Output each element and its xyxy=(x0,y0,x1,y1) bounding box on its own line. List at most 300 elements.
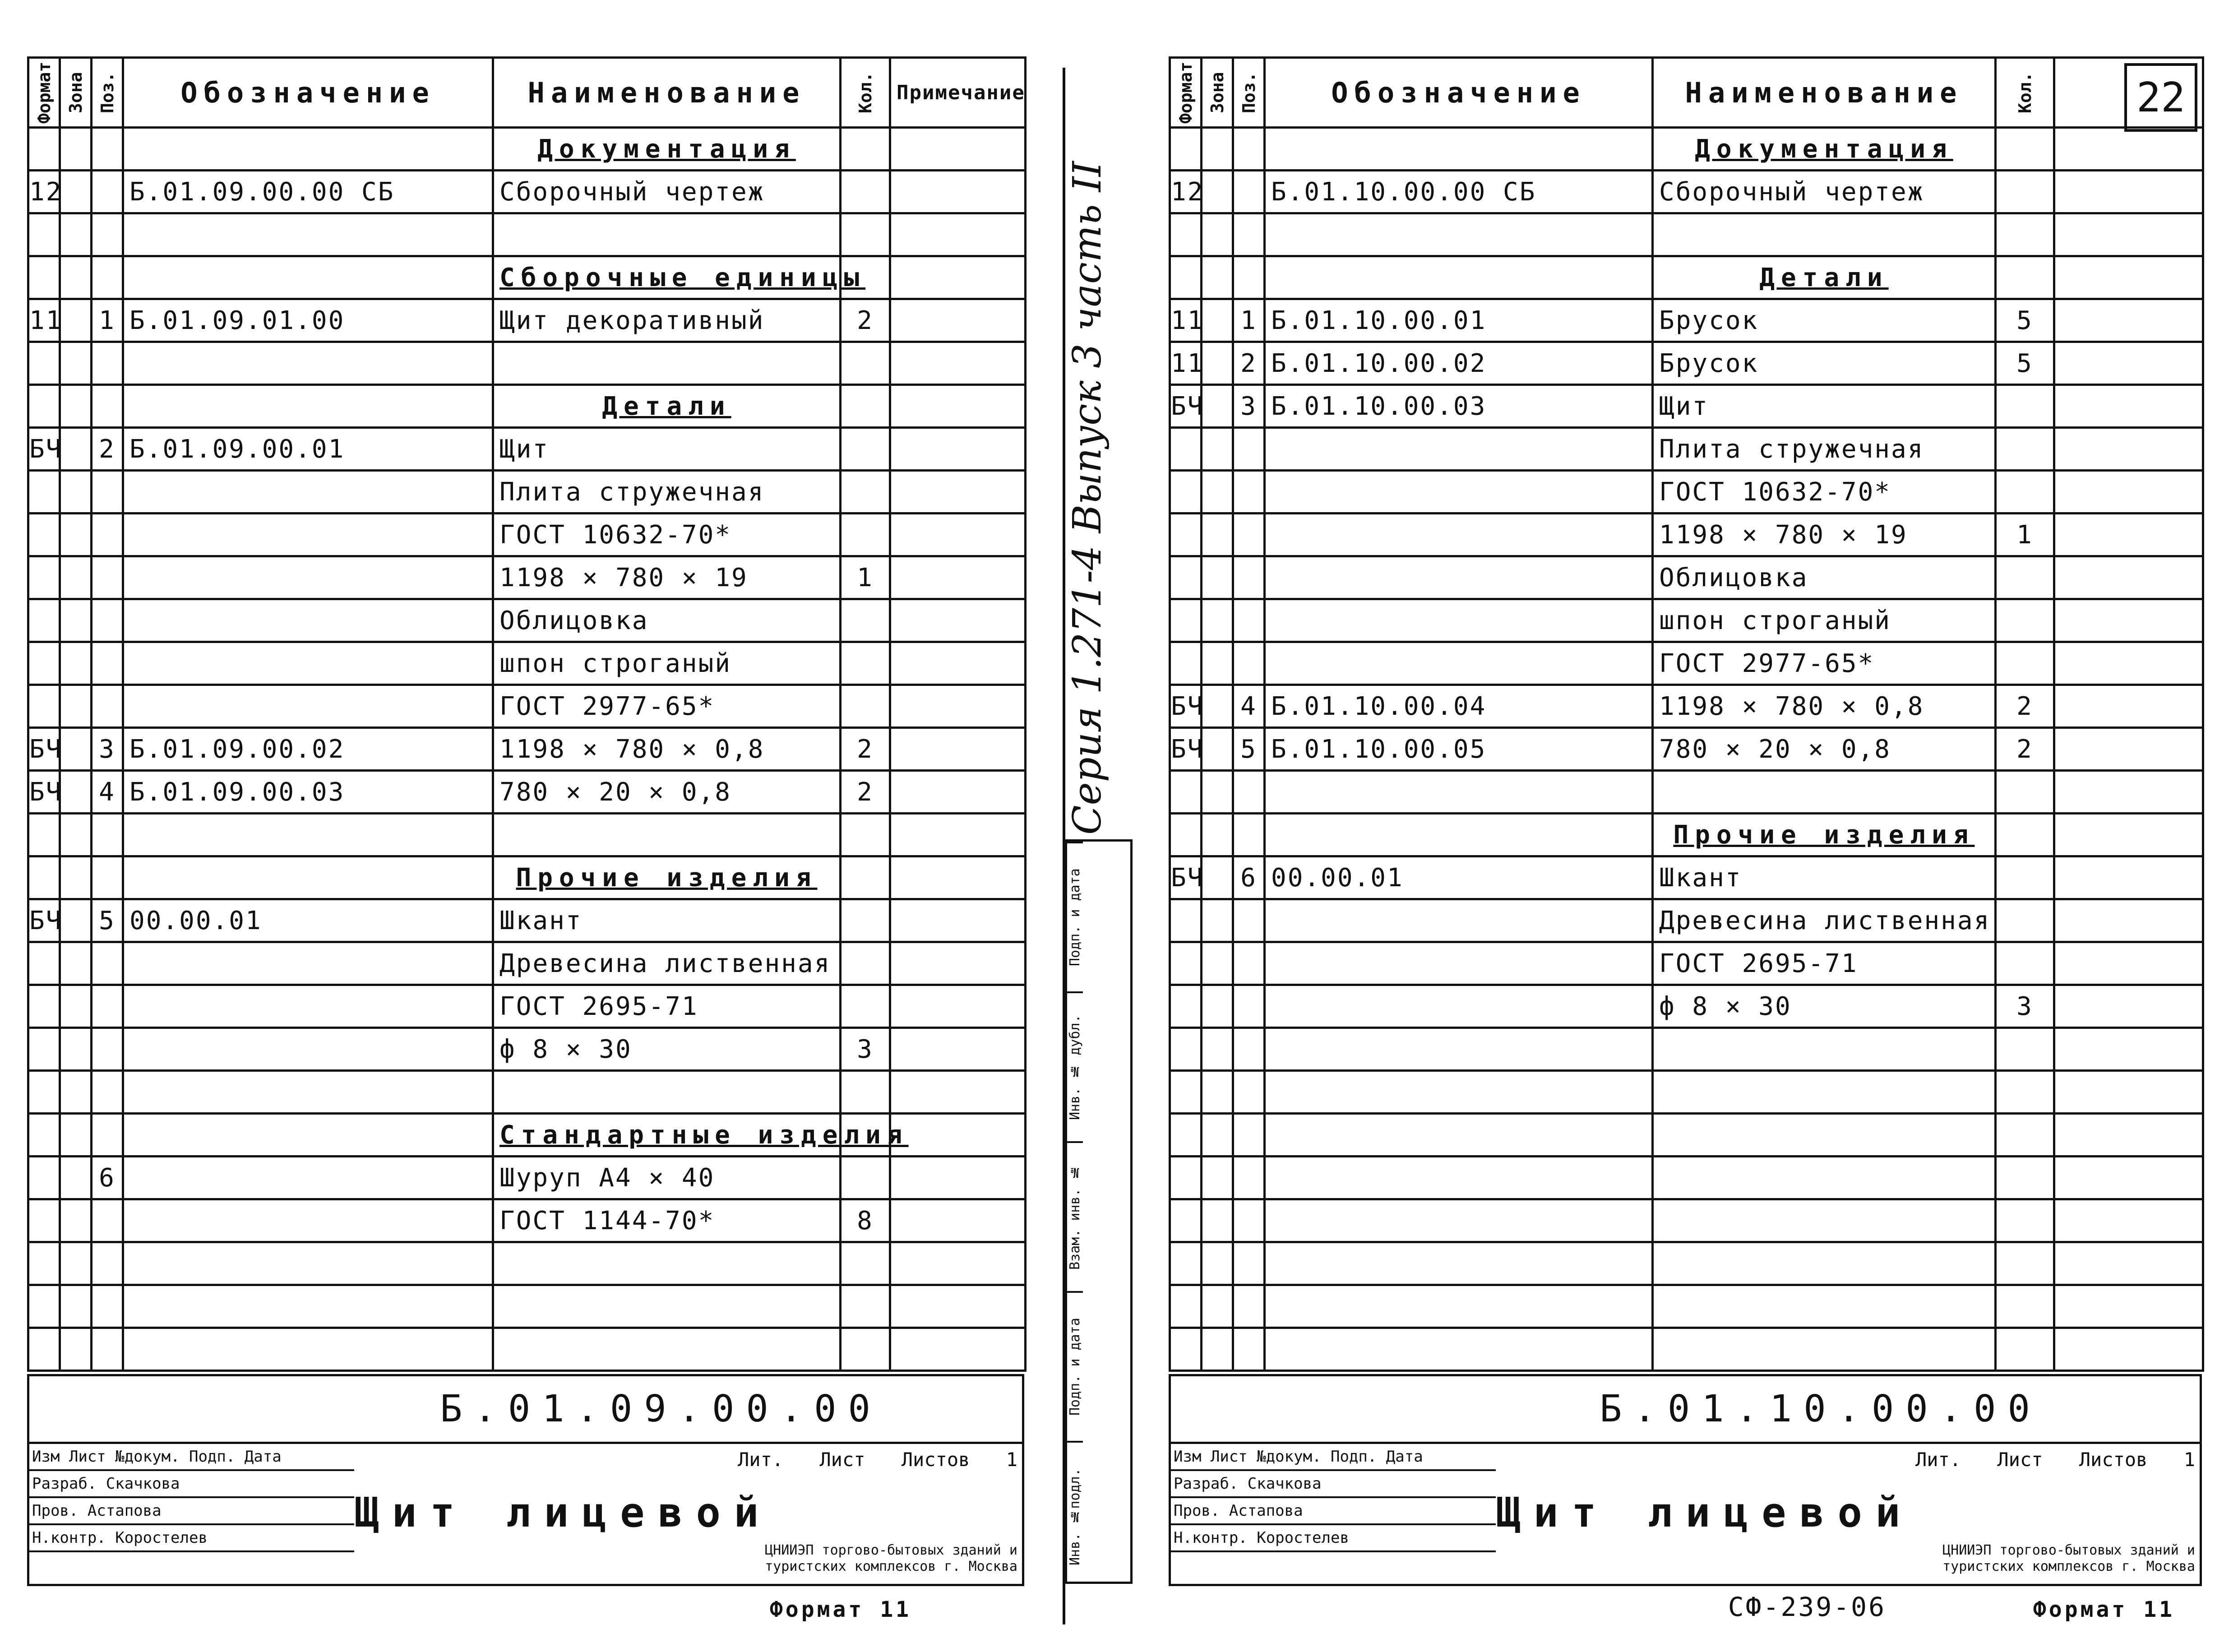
pos-cell xyxy=(92,599,123,642)
format-cell: 11 xyxy=(1170,299,1202,342)
format-cell xyxy=(28,1071,60,1114)
qty-cell: 1 xyxy=(1996,514,2054,556)
pos-cell xyxy=(1233,1114,1265,1157)
designation-cell xyxy=(1265,1199,1653,1242)
note-cell xyxy=(890,556,1026,599)
format-cell xyxy=(28,1028,60,1071)
designation-cell xyxy=(123,642,493,685)
note-cell xyxy=(890,985,1026,1028)
designation-cell xyxy=(123,1114,493,1157)
pos-cell xyxy=(92,942,123,985)
side-margin xyxy=(1065,68,1155,1579)
format-cell: БЧ xyxy=(1170,856,1202,899)
name-cell xyxy=(1653,1285,1996,1328)
zone-cell xyxy=(1202,814,1233,856)
name-cell xyxy=(1653,213,1996,256)
pos-cell xyxy=(92,128,123,171)
name-cell xyxy=(1653,1028,1996,1071)
format-cell xyxy=(1170,985,1202,1028)
qty-cell: 2 xyxy=(841,771,890,814)
table-row xyxy=(1170,771,2203,814)
zone-cell xyxy=(1202,1285,1233,1328)
qty-cell xyxy=(841,942,890,985)
zone-cell xyxy=(60,942,92,985)
format-cell xyxy=(1170,428,1202,471)
qty-cell xyxy=(1996,213,2054,256)
format-cell xyxy=(28,213,60,256)
col-zone-header: Зона xyxy=(1202,58,1233,128)
name-cell: Документация xyxy=(493,128,841,171)
pos-cell xyxy=(92,385,123,428)
name-cell: ф 8 × 30 xyxy=(1653,985,1996,1028)
table-row xyxy=(28,1199,1026,1242)
designation-cell xyxy=(1265,428,1653,471)
designation-cell xyxy=(1265,514,1653,556)
designation-cell xyxy=(1265,556,1653,599)
designation-cell xyxy=(123,514,493,556)
name-cell: Стандартные изделия xyxy=(493,1114,841,1157)
document-number: СФ-239-06 xyxy=(1728,1592,1886,1622)
left-signatures xyxy=(29,1444,354,1552)
left-format-label: Формат 11 xyxy=(769,1597,911,1622)
table-row xyxy=(28,856,1026,899)
name-cell: Документация xyxy=(1653,128,1996,171)
zone-cell xyxy=(1202,556,1233,599)
note-cell xyxy=(2054,1071,2203,1114)
pos-cell xyxy=(1233,256,1265,299)
table-row xyxy=(1170,256,2203,299)
zone-cell xyxy=(60,1157,92,1199)
format-cell xyxy=(28,642,60,685)
name-cell: ГОСТ 2695-71 xyxy=(493,985,841,1028)
side-stamp-cell: Инв. № дубл. xyxy=(1067,991,1083,1141)
qty-cell xyxy=(1996,1199,2054,1242)
table-row xyxy=(28,514,1026,556)
designation-cell: Б.01.09.00.01 xyxy=(123,428,493,471)
designation-cell: Б.01.10.00.03 xyxy=(1265,385,1653,428)
note-cell xyxy=(890,1114,1026,1157)
right-sign-row-developer: Разраб. Скачкова xyxy=(1171,1471,1496,1498)
note-cell xyxy=(2054,685,2203,728)
col-qty-header: Кол. xyxy=(841,58,890,128)
note-cell xyxy=(2054,771,2203,814)
format-cell xyxy=(1170,899,1202,942)
name-cell: Щит xyxy=(1653,385,1996,428)
format-cell xyxy=(1170,942,1202,985)
pos-cell: 4 xyxy=(92,771,123,814)
left-spec-table xyxy=(27,56,1027,1372)
note-cell xyxy=(890,256,1026,299)
zone-cell xyxy=(1202,1328,1233,1371)
format-cell xyxy=(28,856,60,899)
qty-cell: 1 xyxy=(841,556,890,599)
pos-cell xyxy=(92,642,123,685)
table-row xyxy=(1170,1242,2203,1285)
designation-cell xyxy=(123,814,493,856)
pos-cell: 5 xyxy=(1233,728,1265,771)
right-sheets-value: 1 xyxy=(2183,1448,2195,1471)
right-lit-block xyxy=(1915,1448,2200,1471)
zone-cell xyxy=(1202,1199,1233,1242)
qty-cell xyxy=(1996,1285,2054,1328)
pos-cell xyxy=(92,1285,123,1328)
note-cell xyxy=(2054,299,2203,342)
qty-cell xyxy=(1996,942,2054,985)
table-row xyxy=(28,942,1026,985)
note-cell xyxy=(890,942,1026,985)
format-cell xyxy=(1170,1285,1202,1328)
qty-cell xyxy=(1996,899,2054,942)
right-spec-table xyxy=(1169,56,2204,1372)
format-cell xyxy=(28,556,60,599)
format-cell xyxy=(1170,1028,1202,1071)
table-row xyxy=(28,685,1026,728)
note-cell xyxy=(2054,942,2203,985)
zone-cell xyxy=(1202,856,1233,899)
zone-cell xyxy=(1202,685,1233,728)
format-cell xyxy=(1170,642,1202,685)
qty-cell xyxy=(841,599,890,642)
note-cell xyxy=(2054,171,2203,213)
name-cell: ГОСТ 2977-65* xyxy=(493,685,841,728)
table-row xyxy=(1170,1028,2203,1071)
note-cell xyxy=(2054,385,2203,428)
qty-cell xyxy=(1996,814,2054,856)
format-cell: БЧ xyxy=(28,899,60,942)
qty-cell xyxy=(841,514,890,556)
zone-cell xyxy=(1202,1071,1233,1114)
zone-cell xyxy=(1202,728,1233,771)
designation-cell xyxy=(123,556,493,599)
format-cell xyxy=(28,128,60,171)
note-cell xyxy=(2054,1285,2203,1328)
designation-cell xyxy=(1265,599,1653,642)
pos-cell xyxy=(1233,1028,1265,1071)
pos-cell xyxy=(1233,213,1265,256)
table-row xyxy=(28,899,1026,942)
format-cell: 11 xyxy=(28,299,60,342)
note-cell xyxy=(2054,1114,2203,1157)
format-cell: 12 xyxy=(28,171,60,213)
qty-cell xyxy=(1996,856,2054,899)
qty-cell: 8 xyxy=(841,1199,890,1242)
qty-cell xyxy=(841,1071,890,1114)
zone-cell xyxy=(60,814,92,856)
zone-cell xyxy=(60,256,92,299)
table-row xyxy=(1170,814,2203,856)
side-stamp-cell: Подп. и дата xyxy=(1067,842,1083,991)
name-cell: Детали xyxy=(493,385,841,428)
note-cell xyxy=(890,1071,1026,1114)
note-cell xyxy=(2054,514,2203,556)
format-cell xyxy=(1170,1242,1202,1285)
designation-cell xyxy=(123,1285,493,1328)
name-cell: Древесина лиственная xyxy=(493,942,841,985)
pos-cell xyxy=(1233,428,1265,471)
designation-cell xyxy=(1265,899,1653,942)
qty-cell xyxy=(841,385,890,428)
col-name-header: Наименование xyxy=(1653,58,1996,128)
note-cell xyxy=(890,128,1026,171)
zone-cell xyxy=(1202,385,1233,428)
pos-cell xyxy=(1233,814,1265,856)
designation-cell: Б.01.10.00.01 xyxy=(1265,299,1653,342)
name-cell: Сборочные единицы xyxy=(493,256,841,299)
note-cell xyxy=(890,814,1026,856)
qty-cell xyxy=(841,685,890,728)
name-cell: ГОСТ 2977-65* xyxy=(1653,642,1996,685)
designation-cell xyxy=(123,256,493,299)
name-cell: ГОСТ 1144-70* xyxy=(493,1199,841,1242)
table-row xyxy=(28,1157,1026,1199)
zone-cell xyxy=(1202,299,1233,342)
pos-cell xyxy=(1233,1328,1265,1371)
right-drawing-mark: Б.01.10.00.00 xyxy=(1171,1376,2200,1444)
side-stamp-cell: Подп. и дата xyxy=(1067,1291,1083,1441)
designation-cell xyxy=(1265,1028,1653,1071)
side-stamp-column xyxy=(1065,839,1133,1584)
note-cell xyxy=(890,342,1026,385)
name-cell: Шкант xyxy=(493,899,841,942)
note-cell xyxy=(2054,471,2203,514)
left-specification-sheet xyxy=(27,56,1025,1622)
designation-cell xyxy=(1265,771,1653,814)
format-cell xyxy=(1170,1328,1202,1371)
format-cell xyxy=(1170,213,1202,256)
designation-cell: 00.00.01 xyxy=(1265,856,1653,899)
format-cell xyxy=(1170,771,1202,814)
table-row xyxy=(28,1328,1026,1371)
name-cell: 780 × 20 × 0,8 xyxy=(1653,728,1996,771)
qty-cell xyxy=(841,985,890,1028)
zone-cell xyxy=(60,1328,92,1371)
qty-cell: 2 xyxy=(841,728,890,771)
name-cell: Щит декоративный xyxy=(493,299,841,342)
col-note-header: Примечание xyxy=(890,58,1026,128)
qty-cell: 2 xyxy=(1996,685,2054,728)
designation-cell xyxy=(1265,942,1653,985)
pos-cell xyxy=(92,1071,123,1114)
zone-cell xyxy=(60,514,92,556)
format-cell xyxy=(28,471,60,514)
qty-cell xyxy=(841,814,890,856)
table-row xyxy=(28,1114,1026,1157)
format-cell xyxy=(28,1199,60,1242)
side-stamp-cell: Взам. инв. № xyxy=(1067,1141,1083,1291)
pos-cell xyxy=(1233,171,1265,213)
zone-cell xyxy=(60,685,92,728)
pos-cell xyxy=(1233,899,1265,942)
format-cell xyxy=(1170,514,1202,556)
left-spec-body xyxy=(28,128,1026,1371)
note-cell xyxy=(2054,1157,2203,1199)
pos-cell xyxy=(92,1328,123,1371)
table-row xyxy=(28,1028,1026,1071)
format-cell xyxy=(28,1285,60,1328)
zone-cell xyxy=(1202,128,1233,171)
qty-cell xyxy=(841,899,890,942)
right-organization: ЦНИИЭП торгово-бытовых зданий и туристских комплексов г. Москва xyxy=(1942,1542,2195,1574)
designation-cell xyxy=(1265,1328,1653,1371)
qty-cell: 3 xyxy=(841,1028,890,1071)
name-cell xyxy=(1653,1328,1996,1371)
name-cell: 1198 × 780 × 0,8 xyxy=(1653,685,1996,728)
format-cell xyxy=(1170,556,1202,599)
name-cell xyxy=(1653,1157,1996,1199)
designation-cell xyxy=(1265,1285,1653,1328)
zone-cell xyxy=(60,771,92,814)
zone-cell xyxy=(60,856,92,899)
format-cell xyxy=(28,256,60,299)
pos-cell xyxy=(92,556,123,599)
designation-cell xyxy=(123,385,493,428)
qty-cell xyxy=(841,213,890,256)
table-row xyxy=(28,428,1026,471)
pos-cell xyxy=(92,1114,123,1157)
left-lit-label: Лит. xyxy=(738,1448,784,1471)
pos-cell xyxy=(1233,1199,1265,1242)
table-row xyxy=(1170,728,2203,771)
pos-cell xyxy=(92,814,123,856)
name-cell: шпон строганый xyxy=(493,642,841,685)
zone-cell xyxy=(1202,471,1233,514)
left-header-row xyxy=(28,58,1026,128)
col-zone-header: Зона xyxy=(60,58,92,128)
qty-cell: 5 xyxy=(1996,299,2054,342)
format-cell xyxy=(28,599,60,642)
qty-cell xyxy=(841,342,890,385)
qty-cell: 2 xyxy=(1996,728,2054,771)
right-lit-label: Лит. xyxy=(1915,1448,1961,1471)
col-designation-header: Обозначение xyxy=(123,58,493,128)
qty-cell xyxy=(841,428,890,471)
right-spec-body xyxy=(1170,128,2203,1371)
pos-cell xyxy=(1233,1071,1265,1114)
pos-cell: 5 xyxy=(92,899,123,942)
note-cell xyxy=(890,1157,1026,1199)
table-row xyxy=(1170,1285,2203,1328)
pos-cell xyxy=(92,1242,123,1285)
zone-cell xyxy=(1202,213,1233,256)
zone-cell xyxy=(1202,899,1233,942)
note-cell xyxy=(2054,728,2203,771)
qty-cell xyxy=(1996,1028,2054,1071)
right-drawing-title: Щит лицевой xyxy=(1496,1489,1914,1536)
left-sign-row-checker: Пров. Астапова xyxy=(29,1498,354,1525)
designation-cell xyxy=(123,342,493,385)
note-cell xyxy=(890,599,1026,642)
table-row xyxy=(28,728,1026,771)
zone-cell xyxy=(60,428,92,471)
table-row xyxy=(1170,1071,2203,1114)
zone-cell xyxy=(60,299,92,342)
left-title-block xyxy=(27,1374,1024,1586)
format-cell: БЧ xyxy=(28,771,60,814)
note-cell xyxy=(890,514,1026,556)
qty-cell xyxy=(841,1328,890,1371)
left-drawing-mark: Б.01.09.00.00 xyxy=(29,1376,1022,1444)
format-cell: БЧ xyxy=(1170,385,1202,428)
designation-cell xyxy=(123,1071,493,1114)
table-row xyxy=(1170,1114,2203,1157)
table-row xyxy=(1170,685,2203,728)
note-cell xyxy=(890,899,1026,942)
note-cell xyxy=(2054,814,2203,856)
table-row xyxy=(28,342,1026,385)
table-row xyxy=(28,599,1026,642)
right-specification-sheet xyxy=(1169,56,2202,1622)
pos-cell: 1 xyxy=(1233,299,1265,342)
designation-cell: Б.01.09.00.02 xyxy=(123,728,493,771)
format-cell xyxy=(1170,128,1202,171)
name-cell: Плита стружечная xyxy=(1653,428,1996,471)
note-cell xyxy=(890,1242,1026,1285)
note-cell xyxy=(890,299,1026,342)
format-cell: БЧ xyxy=(1170,685,1202,728)
format-cell xyxy=(28,814,60,856)
zone-cell xyxy=(1202,256,1233,299)
zone-cell xyxy=(1202,1114,1233,1157)
left-drawing-title: Щит лицевой xyxy=(354,1489,772,1536)
format-cell xyxy=(28,985,60,1028)
note-cell xyxy=(890,728,1026,771)
designation-cell: Б.01.10.00.05 xyxy=(1265,728,1653,771)
left-sign-row-normcontrol: Н.контр. Коростелев xyxy=(29,1525,354,1552)
qty-cell xyxy=(841,856,890,899)
designation-cell: 00.00.01 xyxy=(123,899,493,942)
left-organization: ЦНИИЭП торгово-бытовых зданий и туристских комплексов г. Москва xyxy=(765,1542,1017,1574)
table-row xyxy=(1170,1328,2203,1371)
name-cell xyxy=(1653,1199,1996,1242)
col-format-header: Формат xyxy=(28,58,60,128)
designation-cell xyxy=(123,942,493,985)
left-sheets-value: 1 xyxy=(1006,1448,1017,1471)
pos-cell xyxy=(1233,1157,1265,1199)
note-cell xyxy=(2054,1328,2203,1371)
name-cell: Брусок xyxy=(1653,299,1996,342)
designation-cell xyxy=(123,599,493,642)
name-cell: 1198 × 780 × 19 xyxy=(493,556,841,599)
pos-cell: 4 xyxy=(1233,685,1265,728)
col-pos-header: Поз. xyxy=(1233,58,1265,128)
name-cell: Шкант xyxy=(1653,856,1996,899)
pos-cell xyxy=(1233,556,1265,599)
zone-cell xyxy=(60,471,92,514)
pos-cell xyxy=(92,514,123,556)
note-cell xyxy=(2054,1028,2203,1071)
name-cell: Облицовка xyxy=(1653,556,1996,599)
format-cell: БЧ xyxy=(28,728,60,771)
right-header-row xyxy=(1170,58,2203,128)
name-cell: ГОСТ 10632-70* xyxy=(1653,471,1996,514)
zone-cell xyxy=(1202,985,1233,1028)
designation-cell xyxy=(1265,256,1653,299)
designation-cell: Б.01.09.00.00 СБ xyxy=(123,171,493,213)
zone-cell xyxy=(60,342,92,385)
designation-cell xyxy=(1265,642,1653,685)
note-cell xyxy=(890,685,1026,728)
name-cell xyxy=(1653,771,1996,814)
side-stamp-cell: Инв. №подл. xyxy=(1067,1441,1083,1591)
note-cell xyxy=(2054,213,2203,256)
designation-cell xyxy=(1265,814,1653,856)
note-cell xyxy=(890,213,1026,256)
designation-cell: Б.01.09.00.03 xyxy=(123,771,493,814)
pos-cell xyxy=(1233,1242,1265,1285)
qty-cell xyxy=(841,1285,890,1328)
designation-cell xyxy=(123,856,493,899)
zone-cell xyxy=(60,642,92,685)
